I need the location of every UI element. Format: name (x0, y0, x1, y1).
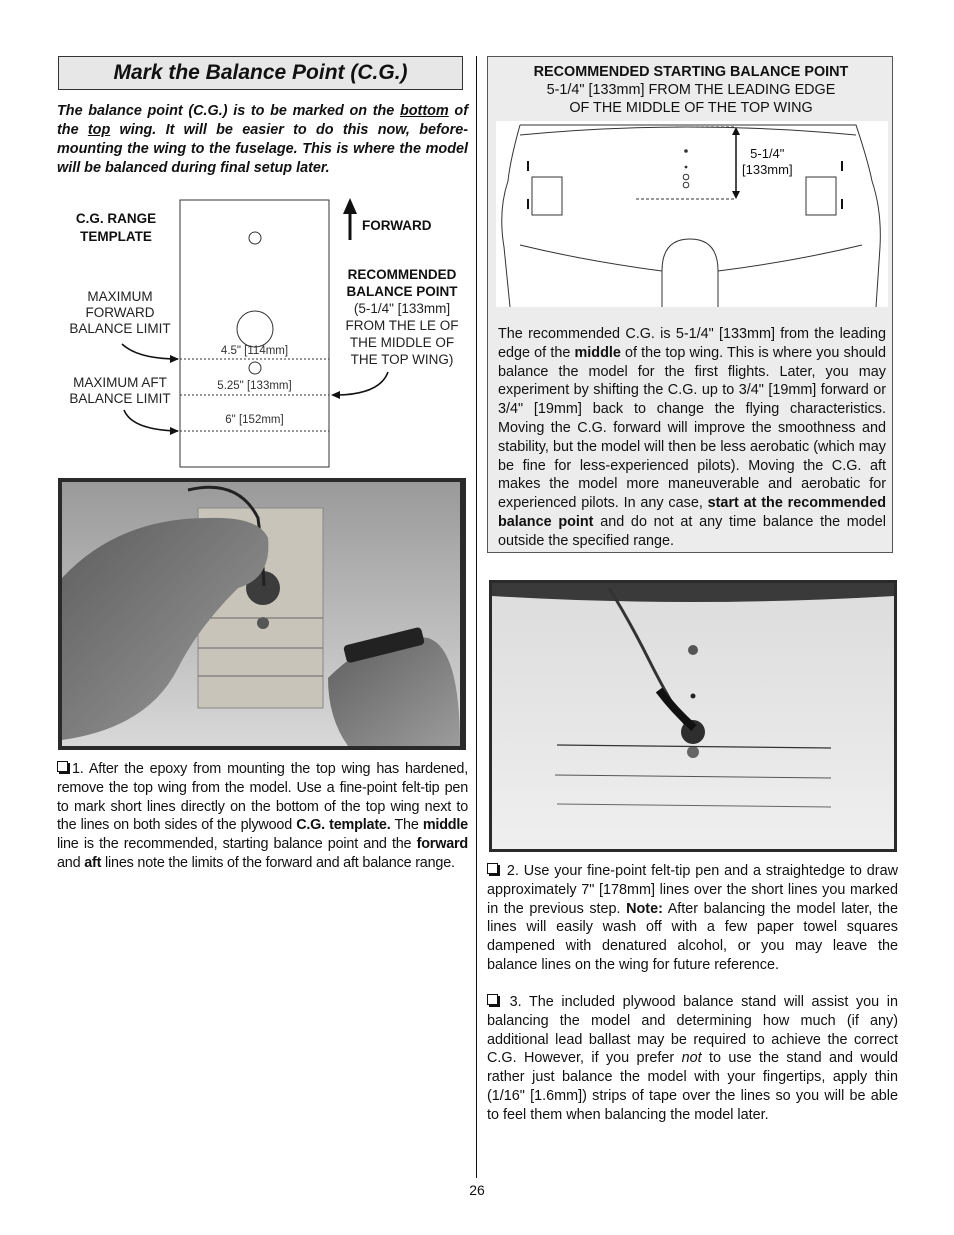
dimension-label (742, 146, 793, 178)
rec-label-2: BALANCE POINT (346, 284, 458, 299)
rec-box-text: The recommended C.G. is 5-1/4" [133mm] from the leading edge of the middle of the top wing. This is where you should balance the model for the first flights. Later, you may experiment by shifting the C.G. up to 3/4" [19mm] forward or 3/4" [19mm] back to change the flying characteristics. Moving the C.G. forward will improve the smoothness and stability, but the model will then be less aerobatic (which may be fine for less-experienced pilots). Moving the C.G. aft makes the model more maneuverable and aerobatic for experienced pilots. In any case, start at the recommended balance point and do not at any time balance the model outside the specified range. (498, 326, 887, 549)
hole-small-bottom (249, 362, 261, 374)
section-title: Mark the Balance Point (C.G.) (113, 61, 408, 84)
max-aft-label-1: MAXIMUM AFT (73, 375, 167, 390)
hole-large (237, 311, 273, 347)
rec-label-5: THE MIDDLE OF (349, 335, 455, 350)
rec-label-3: (5-1/4" [133mm] (353, 301, 451, 316)
max-forward-label-1: MAXIMUM (87, 289, 153, 304)
rec-heading-line-2: 5-1/4" [133mm] FROM THE LEADING EDGE (546, 82, 836, 98)
rec-label-6: THE TOP WING) (350, 352, 454, 367)
column-divider (476, 56, 477, 1178)
line-label-2: 5.25" [133mm] (217, 380, 292, 392)
recommended-arrow (338, 372, 388, 395)
aft-limit-arrow (124, 410, 178, 431)
page-number: 26 (469, 1182, 485, 1198)
rec-heading-line-3: OF THE MIDDLE OF THE TOP WING (569, 100, 813, 116)
step-2-checkbox[interactable] (487, 863, 498, 874)
max-aft-label-2: BALANCE LIMIT (69, 391, 171, 406)
photo-drawn-lines (489, 580, 897, 852)
forward-label: FORWARD (362, 218, 432, 233)
line-label-1: 4.5" [114mm] (220, 345, 289, 357)
step-1-checkbox[interactable] (57, 761, 68, 772)
rec-label-1: RECOMMENDED (347, 267, 457, 282)
rec-heading-line-1: RECOMMENDED STARTING BALANCE POINT (533, 64, 849, 80)
max-forward-label-3: BALANCE LIMIT (69, 321, 171, 336)
hole-small-top (249, 232, 261, 244)
template-label-2: TEMPLATE (80, 229, 152, 244)
recommended-balance-box (487, 56, 893, 553)
step-2-paragraph: 2. Use your fine-point felt-tip pen and a straightedge to draw approximately 7" [178mm] lines over the short lines you marked in the previous step. Note: After balancing the model later, the lines will easily wash off with a few paper towel squares dampened with denatured alcohol, or you may leave the balance lines on the wing for future reference. (487, 863, 898, 973)
max-forward-label-2: FORWARD (85, 305, 155, 320)
rec-label-4: FROM THE LE OF (345, 318, 459, 333)
forward-limit-arrow (122, 344, 178, 359)
template-label-1: C.G. RANGE (75, 211, 157, 226)
wing-top-view-drawing (496, 121, 888, 307)
step-1-paragraph: 1. After the epoxy from mounting the top wing has hardened, remove the top wing from the model. Use a fine-point felt-tip pen to mark short lines directly on the bottom of the top wing next to the lines on both sides of the plywood C.G. template. The middle line is the recommended, starting balance point and the forward and aft lines note the limits of the forward and aft balance range. (57, 761, 468, 871)
dimension-line-2: [133mm] (742, 162, 793, 177)
template-drawing (58, 196, 468, 472)
cg-template-diagram (58, 196, 468, 472)
step-3-paragraph: 3. The included plywood balance stand will assist you in balancing the model and determining how much (if any) additional lead ballast may be required to achieve the correct C.G. However, if you prefer not to use the stand and would rather just balance the model with your fingertips, apply thin (1/16" [1.6mm]) strips of tape over the lines so you will be able to feel them when balancing the model later. (487, 994, 898, 1123)
photo-marking-template (58, 478, 466, 750)
step-3-checkbox[interactable] (487, 994, 498, 1005)
dimension-line-1: 5-1/4" (750, 146, 785, 161)
section-title-box (58, 56, 463, 90)
line-label-3: 6" [152mm] (225, 414, 284, 426)
intro-paragraph: The balance point (C.G.) is to be marked on the bottom of the top wing. It will be easier to do this now, before-mounting the wing to the fuselage. This is where the model will be balanced during final setup later. (57, 103, 468, 176)
rec-box-heading (488, 63, 894, 117)
